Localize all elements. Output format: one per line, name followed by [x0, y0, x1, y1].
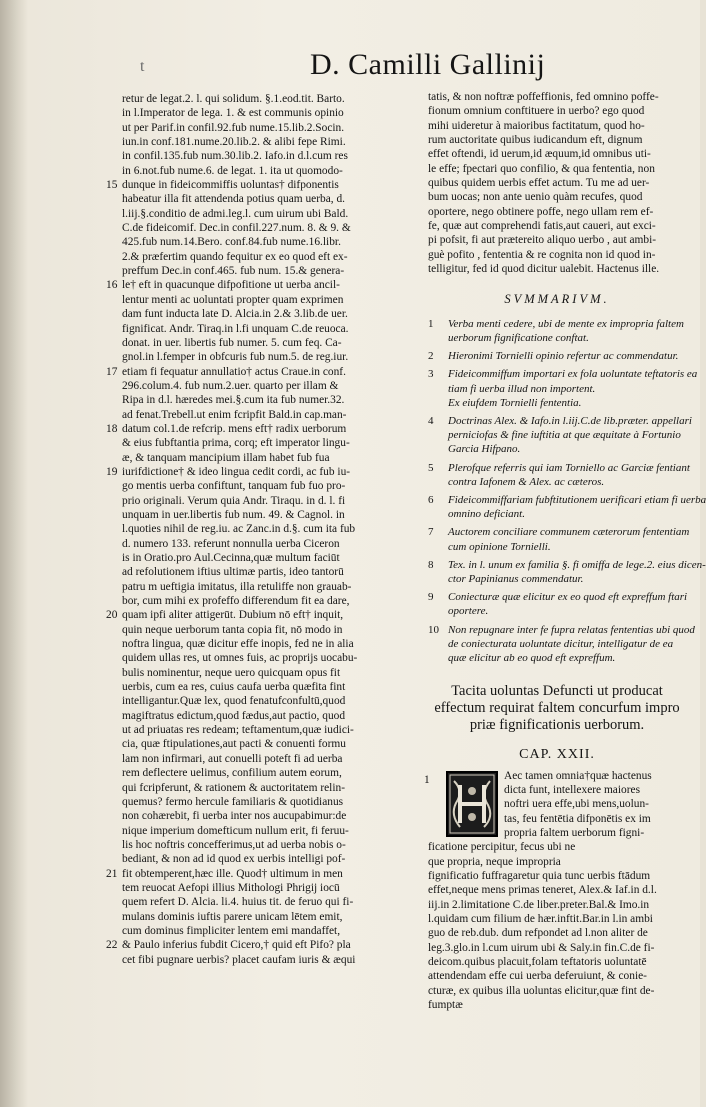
line-text: cia, quæ ftipulationes,aut pacti & conuenti formu	[122, 738, 346, 751]
text-line	[122, 694, 424, 708]
summary-line: de coniecturata uoluntate dicitur, intelligatur de ea	[448, 637, 674, 650]
line-text: etiam fi fequatur annullatio† actus Craue.in conf.	[122, 365, 346, 378]
text-line	[122, 838, 424, 852]
text-line	[122, 651, 424, 665]
summary-number: 9	[428, 591, 434, 604]
line-text: ad refolutionem iftius ultimæ partis, ideo tantorū	[122, 566, 344, 579]
text-line	[106, 465, 424, 479]
text-line	[122, 494, 424, 508]
margin-number: 16	[106, 279, 118, 292]
text-line: rum auctoritate quibus iudicandum eft, dignum	[428, 134, 643, 147]
text-line	[122, 924, 424, 938]
margin-number: 21	[106, 867, 118, 880]
text-line	[122, 479, 424, 493]
summary-line: Non repugnare inter fe fupra relatas fententias ubi quod	[448, 623, 695, 636]
chapter-line: l.quidam cum filium de hær.inftit.Bar.in l.in ambi	[428, 913, 653, 926]
line-text: ad fenat.Trebell.ut enim fcripfit Bald.in cap.man-	[122, 408, 347, 421]
text-line	[122, 895, 424, 909]
margin-number: 22	[106, 939, 118, 952]
line-text: l.quoties nihil de reg.iu. ac Zanc.in d.§. cum ita fub	[122, 523, 356, 536]
line-text: in l.Imperator de lega. 1. & est communis opinio	[122, 107, 344, 120]
line-text: in 6.not.fub nume.6. de legat. 1. ita ut quomodo-	[122, 164, 343, 177]
text-line	[122, 680, 424, 694]
summary-line: Verba menti cedere, ubi de mente ex impropria faltem	[448, 317, 684, 330]
text-line	[122, 522, 424, 536]
summary-line: uerborum fignificatione conftat.	[448, 332, 589, 345]
summary-line: Fideicommiffum importari ex fola uoluntate teftatoris ea	[448, 368, 698, 381]
summary-item	[428, 317, 686, 345]
text-line	[122, 307, 424, 321]
line-text: non cohærebit, fi uerba inter nos aucupabimur:de	[122, 810, 347, 823]
summary-line: Ex eiufdem Tornielli fententia.	[448, 396, 582, 409]
binding-gutter	[0, 0, 28, 1107]
line-text: d. numero 133. referunt nonnulla uerba Ciceron	[122, 537, 340, 550]
heading-line: Tacita uoluntas Defuncti ut producat	[451, 683, 663, 700]
summary-item	[428, 461, 690, 489]
line-text: quam ipfi aliter attigerūt. Dubium nō eft† inquit,	[122, 609, 344, 622]
text-line	[122, 192, 424, 206]
line-text: & Paulo inferius fubdit Cicero,† quid eft Pifo? pla	[122, 939, 351, 952]
line-text: & eius fubftantia prima, corq; eft imperator lingu-	[122, 437, 350, 450]
line-text: quemus? fermo hercule familiaris & quotidianus	[122, 795, 344, 808]
summary-line: Auctorem conciliare communem cæterorum fententiam	[448, 526, 690, 539]
text-line	[122, 709, 424, 723]
text-line	[122, 221, 424, 235]
summary-line: Tex. in l. unum ex familia §. fi omiffa de lege.2. eius dicen-	[448, 558, 706, 571]
summary-item	[428, 623, 695, 666]
chapter-line: tas, feu fentētia difponētis ex im	[504, 812, 651, 825]
line-text: quem refert D. Alcia. li.4. huius tit. de feruo qui fi-	[122, 896, 354, 909]
line-text: mulans dominis iuftis parere unicam lētem emit,	[122, 910, 343, 923]
text-line	[122, 766, 424, 780]
line-text: l.iij.§.conditio de admi.leg.l. cum uirum ubi Bald.	[122, 207, 349, 220]
text-line	[122, 637, 424, 651]
line-text: datum col.1.de refcrip. mens eft† radix uerborum	[122, 422, 347, 435]
text-line	[122, 121, 424, 135]
summary-number: 1	[428, 317, 434, 330]
text-line	[122, 824, 424, 838]
summary-line: Fideicommiffariam fubftitutionem uerificari etiam fi uerba	[448, 494, 706, 507]
text-line	[122, 752, 424, 766]
chapter-line: propria faltem uerborum figni-	[504, 827, 645, 839]
summary-number: 2	[428, 350, 434, 363]
text-line: mihi uideretur à maioribus factitatum, quod ho-	[428, 119, 645, 132]
summary-line: oportere.	[448, 605, 489, 618]
line-text: uerbis, cum ea res, cuius caufa uerba quæfita fint	[122, 681, 346, 694]
text-line: telligitur, fed id quod dicitur ualebit. Hactenus ille.	[428, 263, 660, 276]
summary-number: 5	[428, 461, 434, 474]
summary-number: 8	[428, 558, 434, 571]
chapter-line: iij.in 2.limitatione C.de liber.preter.Bal.& Imo.in	[428, 898, 650, 911]
summary-number: 10	[428, 623, 439, 636]
text-line	[122, 565, 424, 579]
text-line	[122, 723, 424, 737]
summary-line: quæ elicitur ab eo quod eft expreffum.	[448, 652, 616, 665]
text-line	[122, 953, 424, 967]
text-line	[122, 106, 424, 120]
summary-item	[428, 493, 706, 521]
margin-number: 18	[106, 422, 118, 435]
left-column	[106, 92, 424, 967]
text-line	[122, 666, 424, 680]
chapter-label: CAP. XXII.	[519, 747, 595, 763]
chapter-body	[424, 769, 686, 1013]
text-line	[122, 235, 424, 249]
text-line	[122, 551, 424, 565]
text-line: guè pofito , fententia & re cognita non id quod in-	[428, 248, 656, 261]
line-text: dam funt inducta late D. Alcia.in 2.& 3.lib.de uer.	[122, 308, 348, 321]
line-text: lam non infirmari, aut conuelli poteft fi ad uerba	[122, 752, 343, 765]
text-line	[122, 809, 424, 823]
chapter-line: dicta funt, intellexere maiores	[504, 783, 640, 796]
chapter-line: noftri uera effe,ubi mens,uolun-	[504, 798, 649, 811]
text-line	[122, 910, 424, 924]
text-line	[122, 164, 424, 178]
summary-item	[428, 590, 686, 618]
summary-line: perniciofas & fine iuftitia at que æquitate à Fortunio	[448, 429, 681, 442]
line-text: habeatur illa fit attendenda potius quam uerba, d.	[122, 193, 345, 206]
text-line	[122, 250, 424, 264]
summary-title: SVMMARIVM.	[504, 292, 610, 307]
line-text: magiftratus edictum,quod fædus,aut pactio, quod	[122, 709, 346, 722]
chapter-line: attendendam effe cui uerba deferuiunt, & conie-	[428, 970, 647, 983]
text-line	[106, 278, 424, 292]
chapter-line: ficatione percipitur, fecus ubi ne	[428, 841, 576, 854]
text-line	[122, 350, 424, 364]
chapter-line: que propria, neque impropria	[428, 855, 561, 868]
chapter-marker: 1	[424, 773, 430, 786]
line-text: quin neque uerborum tanta copia fit, nō modo in	[122, 623, 343, 636]
text-line: quibus quidem uerbis effet actum. Tu me ad uer-	[428, 177, 650, 190]
ornamental-initial-icon	[446, 771, 498, 837]
folio-mark: t	[140, 58, 145, 75]
chapter-line: fignificatio fuffragaretur quia tunc uerbis ftādum	[428, 870, 651, 883]
line-text: quidem ullas res, ut omnes fuis, ac proprijs uocabu-	[122, 652, 358, 665]
text-line	[106, 422, 424, 436]
text-line	[106, 178, 424, 192]
summary-line: tiam fi uerba illud non importent.	[448, 382, 596, 395]
line-text: fignificat. Andr. Tiraq.in l.fi unquam C.de reuoca.	[122, 322, 349, 335]
line-text: rem deflectere uelimus, confilium autem eorum,	[122, 767, 342, 780]
line-text: bediant, & non ad id quod ex uerbis intelligi pof-	[122, 853, 346, 866]
line-text: noftra lingua, quæ dicitur effe inopis, fed ne in alia	[122, 638, 354, 651]
line-text: lis hoc noftris concefferimus,ut ad uerba nobis o-	[122, 838, 346, 851]
line-text: iurifdictione† & ideo lingua cedit cordi, ac fub iu-	[122, 465, 351, 478]
line-text: 425.fub num.14.Bero. conf.84.fub nume.16.libr.	[122, 236, 341, 249]
text-line	[106, 938, 424, 952]
text-line: effet oftendi, id uerum,id æquum,id omnibus uti-	[428, 148, 651, 161]
text-line	[122, 135, 424, 149]
summary-line: contra Iafonem & Alex. ac cæteros.	[448, 475, 605, 488]
line-text: cet fibi pugnare uerbis? placet caufam iuris & æqui	[122, 953, 356, 966]
chapter-line: cturæ, ex quibus illa uoluntas elicitur,quæ fint de-	[428, 984, 655, 997]
line-text: dunque in fideicommiffis uoluntas† difponentis	[122, 179, 339, 192]
summary-line: Garcia Hifpano.	[448, 443, 521, 456]
text-line	[122, 293, 424, 307]
text-line	[122, 393, 424, 407]
text-line: bum uocas; non ante uenio quàm recufes, quod	[428, 191, 643, 204]
running-head: D. Camilli Gallinij	[310, 48, 546, 81]
text-line	[122, 207, 424, 221]
line-text: nique imperium domefticum nullum erit, fi feruu-	[122, 824, 349, 837]
line-text: unquam in uer.libertis fub num. 49. & Cagnol. in	[122, 508, 345, 521]
text-line: fionum omnium conftituere in uerbo? ego quod	[428, 105, 645, 118]
text-line	[122, 336, 424, 350]
text-line	[122, 795, 424, 809]
summary-line: ctor Papinianus commendatur.	[448, 573, 584, 586]
margin-number: 17	[106, 365, 118, 378]
margin-number: 20	[106, 609, 118, 622]
line-text: tem reuocat Aefopi illius Mithologi Phrigij iocū	[122, 881, 340, 894]
text-line: oportere, nego obtinere poffe, nego ullam rem ef-	[428, 205, 654, 218]
margin-number: 15	[106, 179, 118, 192]
line-text: ut ad priuatas res redeam; teftamentum,quæ iudici-	[122, 724, 354, 737]
text-line	[122, 580, 424, 594]
text-line	[122, 881, 424, 895]
line-text: prio originali. Verum quia Andr. Tiraqu. in d. l. fi	[122, 494, 346, 507]
text-line	[106, 867, 424, 881]
summary-item	[428, 414, 692, 457]
summary-list	[428, 317, 706, 665]
line-text: gnol.in l.femper in obfcuris fub num.5. de reg.iur.	[122, 351, 349, 364]
summary-line: cum opinione Tornielli.	[448, 540, 551, 553]
summary-line: Hieronimi Tornielli opinio refertur ac commendatur.	[448, 350, 679, 363]
text-line	[106, 608, 424, 622]
line-text: bulis nominentur, neque uero quicquam opus fit	[122, 666, 341, 679]
line-text: in confil.135.fub num.30.lib.2. Iafo.in d.l.cum res	[122, 150, 348, 163]
line-text: fit obtemperent,hæc ille. Quod† ultimum in men	[122, 867, 343, 880]
line-text: Ripa in d.l. hæredes mei.§.cum ita fub numer.32.	[122, 394, 345, 407]
text-line	[122, 451, 424, 465]
line-text: preffum Dec.in conf.465. fub num. 15.& genera-	[122, 265, 345, 278]
heading-line: priæ fignificationis uerborum.	[469, 717, 645, 734]
text-line	[122, 537, 424, 551]
text-line	[122, 594, 424, 608]
chapter-line: guo de reb.dub. dum refpondet ad l.non aliter de	[428, 927, 648, 940]
text-line	[122, 379, 424, 393]
text-line	[122, 623, 424, 637]
summary-item	[428, 349, 686, 363]
line-text: le† eft in quacunque difpofitione ut uerba ancil-	[122, 279, 340, 292]
line-text: bor, cum mihi ex profeffo differendum fit ea dare,	[122, 595, 350, 608]
line-text: intelligantur.Quæ lex, quod fenatufconfultū,quod	[122, 695, 346, 708]
line-text: 296.colum.4. fub num.2.uer. quarto per illam &	[122, 379, 339, 392]
line-text: is in Oratio.pro Aul.Cecinna,quæ multum faciūt	[122, 552, 340, 564]
right-column	[424, 90, 706, 1012]
summary-line: omnino deficiant.	[448, 508, 525, 521]
summary-number: 7	[428, 526, 434, 539]
summary-number: 3	[428, 368, 434, 381]
chapter-line: leg.3.glo.in l.cum uirum ubi & Saly.in fin.C.de fi-	[428, 941, 655, 954]
text-line	[122, 408, 424, 422]
line-text: 2.& præfertim quando fequitur ex eo quod eft ex-	[122, 250, 348, 263]
text-line	[122, 264, 424, 278]
summary-item	[428, 367, 698, 410]
text-line	[122, 436, 424, 450]
text-line	[122, 508, 424, 522]
text-line	[122, 322, 424, 336]
chapter-line: fumptæ	[428, 999, 463, 1012]
line-text: go mentis uerba confiftunt, tanquam fub fuo pro-	[122, 480, 346, 493]
line-text: ut per Parif.in confil.92.fub nume.15.lib.2.Socin.	[122, 121, 345, 134]
line-text: qui fcripferunt, & rationem & auctoritatem relin-	[122, 781, 345, 794]
chapter-line: Aec tamen omnia†quæ hactenus	[504, 769, 652, 782]
line-text: C.de fideicomif. Dec.in confil.227.num. 8. & 9. &	[122, 222, 351, 235]
line-text: æ, & tanquam mancipium illam habet fub fua	[122, 451, 330, 464]
text-line	[122, 781, 424, 795]
line-text: retur de legat.2. l. qui solidum. §.1.eod.tit. Barto.	[122, 93, 345, 105]
summary-line: Doctrinas Alex. & Iafo.in l.iij.C.de lib.præter. appellari	[448, 415, 692, 428]
line-text: cum dominus fimpliciter lentem emi mandaffet,	[122, 924, 341, 937]
text-line: pi pofsit, fi aut prætereito aliquo uerbo , aut ambi-	[428, 234, 657, 247]
line-text: donat. in uer. libertis fub numer. 5. cum feq. Ca-	[122, 336, 342, 349]
line-text: lentur menti ac uoluntati propter quam exprimen	[122, 293, 344, 306]
margin-number: 19	[106, 465, 118, 478]
summary-number: 4	[428, 415, 434, 428]
line-text: iun.in conf.181.nume.20.lib.2. & alibi fepe Rimi.	[122, 136, 346, 149]
text-line: fe, quæ aut comprehendi fatis,aut caueri, aut exci-	[428, 220, 656, 233]
line-text: patru m ueftigia imitatus, illa retuliffe non grauab-	[122, 580, 352, 593]
right-column-top-text	[428, 90, 686, 276]
text-line	[122, 92, 424, 106]
chapter-heading	[428, 683, 686, 734]
summary-item	[428, 558, 706, 586]
chapter-line: deicom.quibus placuit,folam teftatoris uoluntatē	[428, 956, 647, 969]
text-line: le effe; fpectari quo confilio, & qua fententia, non	[428, 162, 655, 175]
text-line	[122, 149, 424, 163]
summary-number: 6	[428, 494, 434, 507]
text-line: tatis, & non noftræ poffeffionis, fed omnino poffe-	[428, 91, 659, 103]
summary-item	[428, 525, 690, 553]
summary-line: Plerofque referris qui iam Torniello ac Garciæ fentiant	[448, 461, 690, 474]
text-line	[122, 852, 424, 866]
text-line	[106, 365, 424, 379]
summary-line: Coniecturæ quæ elicitur ex eo quod eft expreffum ftari	[448, 591, 688, 604]
heading-line: effectum requirat faltem concurfum impro	[434, 700, 680, 717]
chapter-line: effet,neque mens primas teneret, Alex.& Iaf.in d.l.	[428, 884, 657, 897]
text-line	[122, 737, 424, 751]
